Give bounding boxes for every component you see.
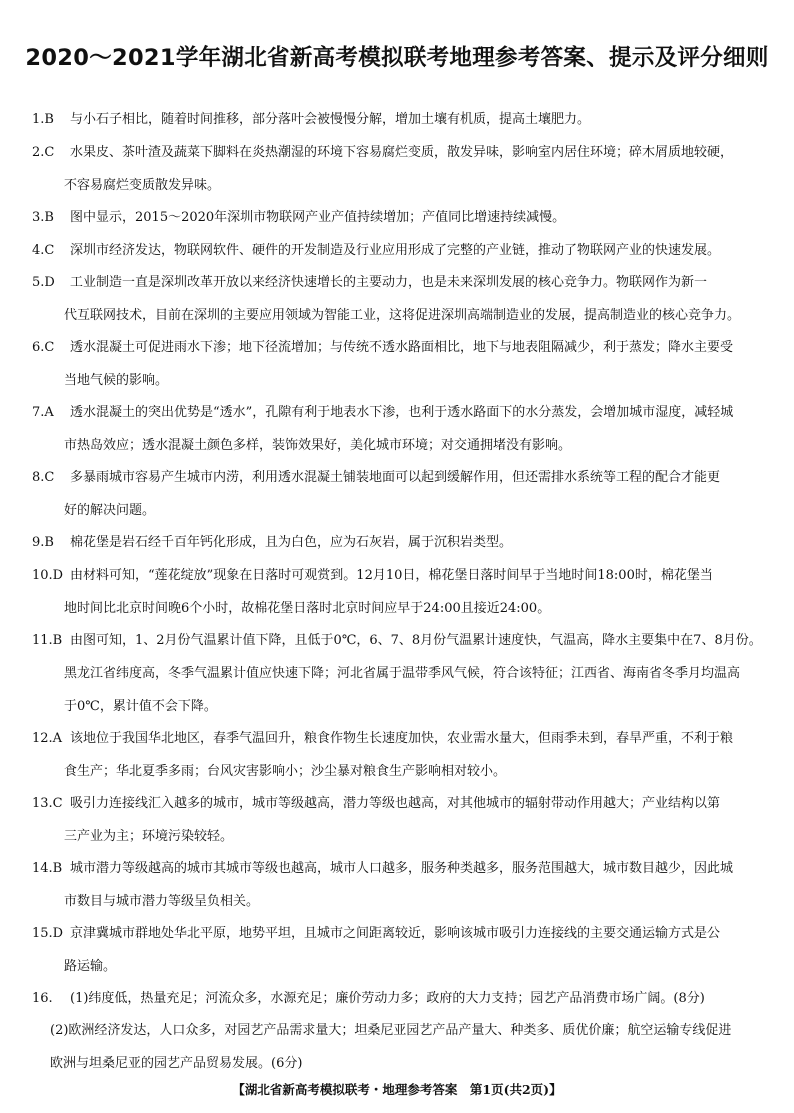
answer-item-9 (32, 526, 772, 559)
answer-text-continued: 路运输。 (64, 959, 117, 974)
answer-text: 深圳市经济发达，物联网软件、硬件的开发制造及行业应用形成了完整的产业链，推动了物联网产业的快速发展。 (70, 243, 721, 258)
answer-item-4 (32, 234, 772, 267)
answer-item-15 (32, 917, 772, 983)
answer-item-14 (32, 852, 772, 918)
answer-number: 12.A (32, 731, 63, 746)
answer-text: 该地位于我国华北地区，春季气温回升，粮食作物生长速度加快，农业需水量大，但雨季未到，春旱严重，不利于粮 (70, 731, 734, 746)
answer-number: 9.B (32, 535, 54, 550)
answer-text: 与小石子相比，随着时间推移，部分落叶会被慢慢分解，增加土壤有机质，提高土壤肥力。 (70, 112, 591, 127)
answer-number: 11.B (32, 633, 63, 648)
answer-number: 14.B (32, 861, 63, 876)
answer-number: 3.B (32, 210, 54, 225)
answer-item-13 (32, 787, 772, 853)
answer-item-11 (32, 624, 772, 723)
page-footer: 【湖北省新高考模拟联考・地理参考答案 第1页(共2页)】 (232, 1082, 562, 1097)
answer-text: 水果皮、茶叶渣及蔬菜下脚料在炎热潮湿的环境下容易腐烂变质，散发异味，影响室内居住环境；碎木屑质地较硬， (70, 145, 734, 160)
answer-item-16 (32, 982, 772, 1015)
answer-item-6 (32, 331, 772, 397)
answer-text: 由图可知，1、2月份气温累计值下降，且低于0℃，6、7、8月份气温累计速度快，气温高，降水主要集中在7、8月份。 (70, 633, 762, 648)
answer-number: 6.C (32, 340, 55, 355)
answer-item-5 (32, 266, 772, 332)
answer-text-continued: 市热岛效应；透水混凝土颜色多样，装饰效果好，美化城市环境；对交通拥堵没有影响。 (64, 438, 572, 453)
answer-number: 10.D (32, 568, 64, 583)
answer-text: (1)纬度低，热量充足；河流众多，水源充足；廉价劳动力多；政府的大力支持；园艺产品消费市场广阔。(8分) (70, 991, 705, 1006)
answer-number: 7.A (32, 405, 54, 420)
answer-item-8 (32, 461, 772, 527)
answer-text: 吸引力连接线汇入越多的城市，城市等级越高，潜力等级也越高，对其他城市的辐射带动作用越大；产业结构以第 (70, 796, 721, 811)
answer-text: 多暴雨城市容易产生城市内涝，利用透水混凝土铺装地面可以起到缓解作用，但还需排水系统等工程的配合才能更 (70, 470, 721, 485)
answer-text-continued: 不容易腐烂变质散发异味。 (64, 178, 221, 193)
answer-text-continued: 于0℃，累计值不会下降。 (64, 699, 217, 714)
answer-text: 城市潜力等级越高的城市其城市等级也越高，城市人口越多，服务种类越多，服务范围越大，城市数目越少，因此城 (70, 861, 734, 876)
answer-number: 8.C (32, 470, 55, 485)
answer-text-continued: 欧洲与坦桑尼亚的园艺产品贸易发展。(6分) (50, 1056, 303, 1071)
answer-text-continued: 食生产；华北夏季多雨；台风灾害影响小；沙尘暴对粮食生产影响相对较小。 (64, 764, 507, 779)
answer-text: 棉花堡是岩石经千百年钙化形成，且为白色，应为石灰岩，属于沉积岩类型。 (70, 535, 513, 550)
answer-text-continued: 市数目与城市潜力等级呈负相关。 (64, 894, 260, 909)
answer-item-16-part-2 (32, 1014, 772, 1080)
answer-text: 透水混凝土的突出优势是“透水”，孔隙有利于地表水下渗，也利于透水路面下的水分蒸发，会增加城市湿度，减轻城 (70, 405, 734, 420)
answer-text: (2)欧洲经济发达，人口众多，对园艺产品需求量大；坦桑尼亚园艺产品产量大、种类多、质优价廉；航空运输专线促进 (50, 1023, 732, 1038)
answer-number: 5.D (32, 275, 55, 290)
answer-text-continued: 当地气候的影响。 (64, 373, 169, 388)
answer-text-continued: 地时间比北京时间晚6个小时，故棉花堡日落时北京时间应早于24:00且接近24:00。 (64, 601, 551, 616)
answer-text-continued: 三产业为主；环境污染较轻。 (64, 829, 234, 844)
answer-text: 由材料可知，“莲花绽放”现象在日落时可观赏到。12月10日，棉花堡日落时间早于当地时间18:00时，棉花堡当 (70, 568, 713, 583)
answer-number: 4.C (32, 243, 55, 258)
answer-item-3 (32, 201, 772, 234)
answer-item-2 (32, 136, 772, 202)
answer-number: 13.C (32, 796, 63, 811)
answer-item-7 (32, 396, 772, 462)
answer-text: 工业制造一直是深圳改革开放以来经济快速增长的主要动力，也是未来深圳发展的核心竞争力。物联网作为新一 (70, 275, 708, 290)
answer-text: 透水混凝土可促进雨水下渗；地下径流增加；与传统不透水路面相比，地下与地表阻隔减少，利于蒸发；降水主要受 (70, 340, 734, 355)
answer-text: 京津冀城市群地处华北平原，地势平坦，且城市之间距离较近，影响该城市吸引力连接线的主要交通运输方式是公 (70, 926, 721, 941)
answer-item-1 (32, 103, 772, 136)
answer-text: 图中显示，2015～2020年深圳市物联网产业产值持续增加；产值同比增速持续减慢。 (70, 210, 566, 225)
answer-number: 16. (32, 991, 53, 1006)
answer-item-10 (32, 559, 772, 625)
answer-number: 2.C (32, 145, 55, 160)
answer-text-continued: 好的解决问题。 (64, 503, 156, 518)
answer-number: 15.D (32, 926, 64, 941)
answer-text-continued: 黑龙江省纬度高，冬季气温累计值应快速下降；河北省属于温带季风气候，符合该特征；江西省、海南省冬季月均温高 (64, 666, 741, 681)
answer-number: 1.B (32, 112, 54, 127)
answer-item-12 (32, 722, 772, 788)
page-title: 2020～2021学年湖北省新高考模拟联考地理参考答案、提示及评分细则 (25, 45, 769, 71)
answer-text-continued: 代互联网技术，目前在深圳的主要应用领域为智能工业，这将促进深圳高端制造业的发展，提高制造业的核心竞争力。 (64, 308, 741, 323)
